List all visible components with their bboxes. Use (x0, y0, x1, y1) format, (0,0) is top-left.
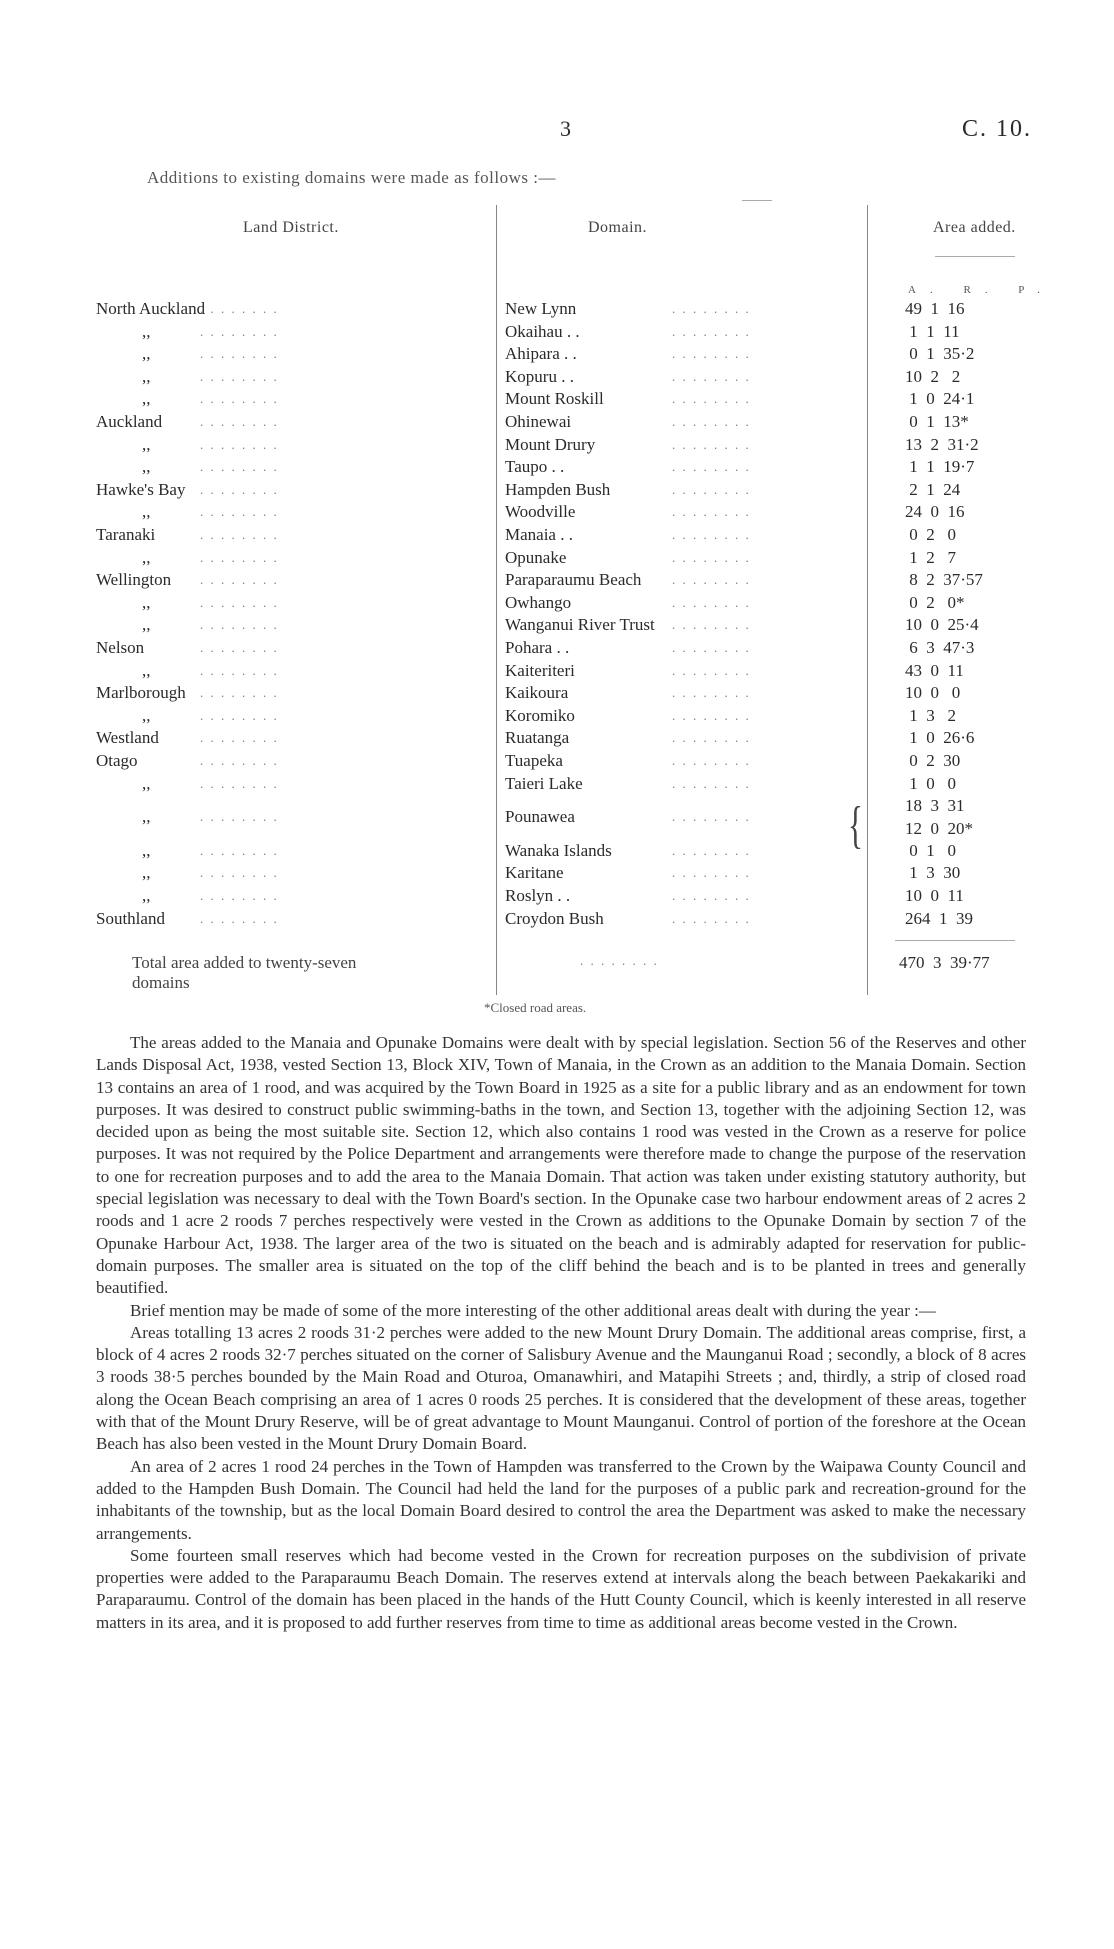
table-row (0, 524, 1114, 546)
leader-dots: . . . . . . . . (200, 504, 279, 520)
land-district-cell: Hawke's Bay (96, 479, 186, 499)
domain-cell: Woodville (505, 502, 576, 522)
leader-dots: . . . . . . . . (672, 753, 751, 768)
paragraph: An area of 2 acres 1 rood 24 perches in the Town of Hampden was transferred to the Crown by the Waipawa County Council and added to the Hampden Bush Domain. The Council had held the land for the purposes of a public park and recreation-ground for the inhabitants of the township, but as the local Domain Board desired to control the area the Department was asked to make the necessary arrangements. (96, 1456, 1026, 1543)
table-row (0, 750, 1114, 772)
land-district-cell: ,, (142, 344, 151, 364)
table-row (0, 343, 1114, 365)
table-row (0, 388, 1114, 410)
leader-dots: . . . . . . . . (200, 436, 279, 452)
leader-dots: . . . . . . . . (200, 842, 279, 858)
table-row (0, 682, 1114, 704)
table-row (0, 862, 1114, 884)
leader-dots: . . . . . . . . (672, 707, 751, 723)
land-district-cell: ,, (142, 705, 151, 725)
leader-dots: . . . . . . . . (200, 730, 279, 746)
area-cell: 1 2 7 (905, 547, 956, 567)
domain-cell: Kopuru . . (505, 366, 574, 386)
area-cell: 264 1 39 (905, 908, 973, 928)
land-district-cell: Nelson (96, 638, 145, 657)
document-reference: C. 10. (962, 116, 1033, 142)
leader-dots: . . . . . . . . (672, 775, 751, 791)
leader-dots: . . . . . . . . (200, 527, 279, 542)
column-header-area-added: Area added. (933, 219, 1016, 236)
table-row (0, 727, 1114, 749)
leader-dots: . . . . . . . . (672, 414, 751, 429)
table-row (0, 456, 1114, 478)
area-cell: 1 1 19·7 (905, 457, 975, 477)
leader-dots: . . . . . . . . (672, 842, 751, 858)
domain-cell: Ohinewai (505, 412, 572, 431)
land-district-cell: ,, (142, 321, 151, 341)
brace-symbol: { (847, 797, 863, 854)
domain-cell: Manaia . . (505, 525, 573, 544)
land-district-cell: ,, (142, 807, 151, 827)
table-row (0, 298, 1114, 320)
table-row (0, 479, 1114, 501)
area-cell: 0 1 0 (905, 840, 956, 860)
leader-dots: . . . . . . . . (672, 391, 751, 407)
leader-dots: . . . . . . . . (200, 662, 279, 678)
domain-cell: Hampden Bush (505, 479, 611, 499)
area-cell: 2 1 24 (905, 479, 961, 499)
table-row (0, 885, 1114, 907)
domain-cell: Paraparaumu Beach (505, 570, 642, 590)
area-cell: 10 0 25·4 (905, 615, 979, 635)
leader-dots: . . . . . . . . (672, 549, 751, 565)
leader-dots: . . . . . . . . (672, 504, 751, 520)
domain-cell: Karitane (505, 863, 564, 883)
table-row (0, 637, 1114, 659)
intro-line: Additions to existing domains were made as follows :— (147, 168, 556, 187)
land-district-cell: Auckland (96, 412, 163, 431)
land-district-cell: Southland (96, 908, 165, 928)
total-leader-dots: . . . . . . . . (580, 953, 659, 968)
domain-cell: Wanganui River Trust (505, 615, 655, 635)
table-row (0, 434, 1114, 456)
domain-cell: Owhango (505, 592, 572, 612)
leader-dots: . . . . . . . . (672, 865, 751, 881)
total-value: 470 3 39·77 (899, 953, 990, 972)
paragraph: Some fourteen small reserves which had become vested in the Crown for recreation purposes on the subdivision of private properties were added to the Paraparaumu Beach Domain. The reserves extend at intervals along the beach between Paekakariki and Paraparaumu. Control of the domain has been placed in the hands of the Hutt County Council, which is keenly interested in all reserve matters in its area, and it is proposed to add further reserves from time to time as additional areas become vested in the Crown. (96, 1545, 1026, 1632)
leader-dots: . . . . . . . . (200, 865, 279, 881)
leader-dots: . . . . . . . . (200, 391, 279, 407)
leader-dots: . . . . . . . . (200, 549, 279, 565)
table-row (0, 592, 1114, 614)
land-district-cell: ,, (142, 502, 151, 522)
area-cell: 6 3 47·3 (905, 638, 975, 657)
area-cell: 0 1 35·2 (905, 344, 975, 364)
land-district-cell: ,, (142, 547, 151, 567)
area-cell: 1 1 11 (905, 321, 960, 341)
land-district-cell: ,, (142, 863, 151, 883)
leader-dots: . . . . . . . . (672, 301, 751, 316)
leader-dots: . . . . . . . . (672, 481, 751, 497)
area-cell: 49 1 16 (905, 299, 965, 318)
area-cell: 1 0 26·6 (905, 728, 975, 748)
area-cell-second: 12 0 20* (905, 819, 973, 839)
paragraph: Brief mention may be made of some of the more interesting of the other additional areas dealt with during the year :— (130, 1300, 936, 1320)
area-header-rule (935, 256, 1015, 257)
paragraph: The areas added to the Manaia and Opunake Domains were dealt with by special legislation. Section 56 of the Reserves and other Lands Disposal Act, 1938, vested Section 13, Block XIV, Town of Manaia, in the Crown as an addition to the Manaia Domain. Section 13 contains an area of 1 rood, and was acquired by the Town Board in 1925 as a site for a public library and as an endowment for town purposes. It was desired to construct public swimming-baths in the town, and Section 13, together with the adjoining Section 12, was decided upon as being the most suitable site. Section 12, which also contains 1 rood was vested in the Crown as a reserve for police purposes. It was not required by the Police Department and arrangements were therefore made to change the purpose of the reservation to one for recreation purposes and to add the area to the Manaia Domain. That action was taken under existing statutory authority, but special legislation was necessary to deal with the Town Board's section. In the Opunake case two harbour endowment areas of 2 acres 2 roods and 1 acre 2 roods 7 perches respectively were vested in the Crown as additions to the Opunake Domain by section 7 of the Opunake Harbour Act, 1938. The larger area of the two is situated on the beach and is admirably adapted for reservation for public-domain purposes. The smaller area is situated on the top of the cliff behind the beach and is to be planted in trees and generally beautified. (96, 1033, 1026, 1298)
table-row (0, 321, 1114, 343)
area-cell: 0 2 30 (905, 751, 961, 770)
column-header-domain: Domain. (588, 219, 648, 236)
area-cell: 43 0 11 (905, 660, 964, 680)
page-number: 3 (560, 116, 571, 141)
leader-dots: . . . . . . . . (200, 888, 279, 903)
domain-cell: Mount Drury (505, 434, 596, 454)
domain-cell: Okaihau . . (505, 321, 580, 341)
domain-cell: Opunake (505, 547, 567, 567)
domain-cell: Taupo . . (505, 457, 565, 477)
leader-dots: . . . . . . . . (200, 459, 279, 475)
domain-cell: Kaikoura (505, 683, 569, 703)
leader-dots: . . . . . . . . (672, 368, 751, 384)
land-district-cell: ,, (142, 773, 151, 793)
land-district-cell: Marlborough (96, 683, 186, 703)
land-district-cell: Taranaki (96, 525, 156, 544)
domain-cell: Roslyn . . (505, 886, 571, 905)
leader-dots: . . . . . . . . (200, 572, 279, 588)
land-district-cell: Wellington (96, 570, 172, 590)
area-cell: 24 0 16 (905, 502, 965, 522)
leader-dots: . . . . . . . . (200, 685, 279, 701)
domain-cell: Tuapeka (505, 751, 563, 770)
leader-dots: . . . . . . . . (672, 617, 751, 633)
land-district-cell: ,, (142, 434, 151, 454)
table-row (0, 773, 1114, 795)
leader-dots: . . . . . . . . (200, 640, 279, 655)
leader-dots: . . . . . . . . (672, 910, 751, 926)
domain-cell: Koromiko (505, 705, 575, 725)
table-row (0, 908, 1114, 930)
area-cell: 10 0 0 (905, 683, 961, 703)
leader-dots: . . . . . . . . (200, 775, 279, 791)
land-district-cell: ,, (142, 592, 151, 612)
leader-dots: . . . . . . . . (672, 323, 751, 339)
leader-dots: . . . . . . . . (672, 809, 751, 825)
area-cell: 13 2 31·2 (905, 434, 979, 454)
leader-dots: . . . . . . . . (200, 481, 279, 497)
leader-dots: . . . . . . . . (200, 753, 279, 768)
domain-cell: Pounawea (505, 807, 575, 827)
domain-cell: Ahipara . . (505, 344, 577, 364)
leader-dots: . . . . . . . . (672, 594, 751, 610)
table-row (0, 501, 1114, 523)
footnote: *Closed road areas. (484, 1000, 587, 1015)
area-cell: 10 0 11 (905, 886, 964, 905)
leader-dots: . . . . . . . . (200, 910, 279, 926)
leader-dots: . . . . . . . . (672, 459, 751, 475)
land-district-cell: ,, (142, 660, 151, 680)
land-district-cell: Otago (96, 751, 138, 770)
table-row (0, 796, 1114, 839)
domain-cell: Ruatanga (505, 728, 570, 748)
table-row (0, 614, 1114, 636)
area-cell: 1 3 30 (905, 863, 961, 883)
leader-dots: . . . . . . . . (672, 640, 751, 655)
table-row (0, 660, 1114, 682)
area-cell: 1 0 24·1 (905, 389, 975, 409)
area-cell: 1 3 2 (905, 705, 956, 725)
table-row (0, 840, 1114, 862)
land-district-cell: ,, (142, 886, 151, 905)
land-district-cell: ,, (142, 457, 151, 477)
paragraph: Areas totalling 13 acres 2 roods 31·2 perches were added to the new Mount Drury Domain. The additional areas comprise, first, a block of 4 acres 2 roods 32·7 perches situated on the corner of Salisbury Avenue and the Maunganui Road ; secondly, a block of 8 acres 3 roods 38·5 perches bounded by the Main Road and Oturoa, Omanawhiri, and Matapihi Streets ; and, thirdly, a strip of closed road along the Ocean Beach comprising an area of 1 acres 0 roods 25 perches. It is considered that the development of these areas, together with that of the Mount Drury Reserve, will be of great advantage to Mount Maunganui. Control of portion of the foreshore at the Ocean Beach has also been vested in the Mount Drury Domain Board. (96, 1322, 1026, 1454)
leader-dots: . . . . . . . . (200, 707, 279, 723)
area-cell: 8 2 37·57 (905, 570, 983, 590)
total-label: Total area added to twenty-seven domains (132, 953, 357, 992)
domain-cell: Mount Roskill (505, 389, 604, 409)
area-cell: 0 2 0* (905, 592, 965, 612)
area-cell: 10 2 2 (905, 366, 961, 386)
leader-dots: . . . . . . . . (672, 685, 751, 701)
land-district-cell: North Auckland (96, 299, 206, 318)
total-rule (895, 940, 1015, 941)
leader-dots: . . . . . . . . (200, 414, 279, 429)
leader-dots: . . . . . . . . (200, 301, 279, 316)
area-cell: 1 0 0 (905, 773, 956, 793)
leader-dots: . . . . . . . . (200, 346, 279, 362)
leader-dots: . . . . . . . . (672, 436, 751, 452)
table-top-rule (742, 200, 772, 201)
leader-dots: . . . . . . . . (672, 662, 751, 678)
leader-dots: . . . . . . . . (200, 368, 279, 384)
domain-cell: Kaiteriteri (505, 660, 575, 680)
area-cell: 18 3 31 (905, 796, 965, 816)
leader-dots: . . . . . . . . (200, 323, 279, 339)
domain-cell: Taieri Lake (505, 773, 583, 793)
table-row (0, 569, 1114, 591)
body-text (96, 1032, 1026, 1634)
table-row (0, 547, 1114, 569)
leader-dots: . . . . . . . . (672, 346, 751, 362)
leader-dots: . . . . . . . . (672, 572, 751, 588)
leader-dots: . . . . . . . . (200, 809, 279, 825)
leader-dots: . . . . . . . . (672, 888, 751, 903)
column-header-land-district: Land District. (243, 219, 339, 236)
area-cell: 0 1 13* (905, 412, 969, 431)
domain-cell: Pohara . . (505, 638, 570, 657)
table-row (0, 366, 1114, 388)
leader-dots: . . . . . . . . (200, 594, 279, 610)
land-district-cell: ,, (142, 366, 151, 386)
domain-cell: New Lynn (505, 299, 577, 318)
domain-cell: Croydon Bush (505, 908, 604, 928)
land-district-cell: ,, (142, 389, 151, 409)
leader-dots: . . . . . . . . (672, 527, 751, 542)
leader-dots: . . . . . . . . (200, 617, 279, 633)
land-district-cell: Westland (96, 728, 159, 748)
land-district-cell: ,, (142, 840, 151, 860)
land-district-cell: ,, (142, 615, 151, 635)
table-row (0, 411, 1114, 433)
area-units: A. R. P. (908, 284, 1054, 296)
leader-dots: . . . . . . . . (672, 730, 751, 746)
table-row (0, 705, 1114, 727)
domain-cell: Wanaka Islands (505, 840, 612, 860)
area-cell: 0 2 0 (905, 525, 956, 544)
